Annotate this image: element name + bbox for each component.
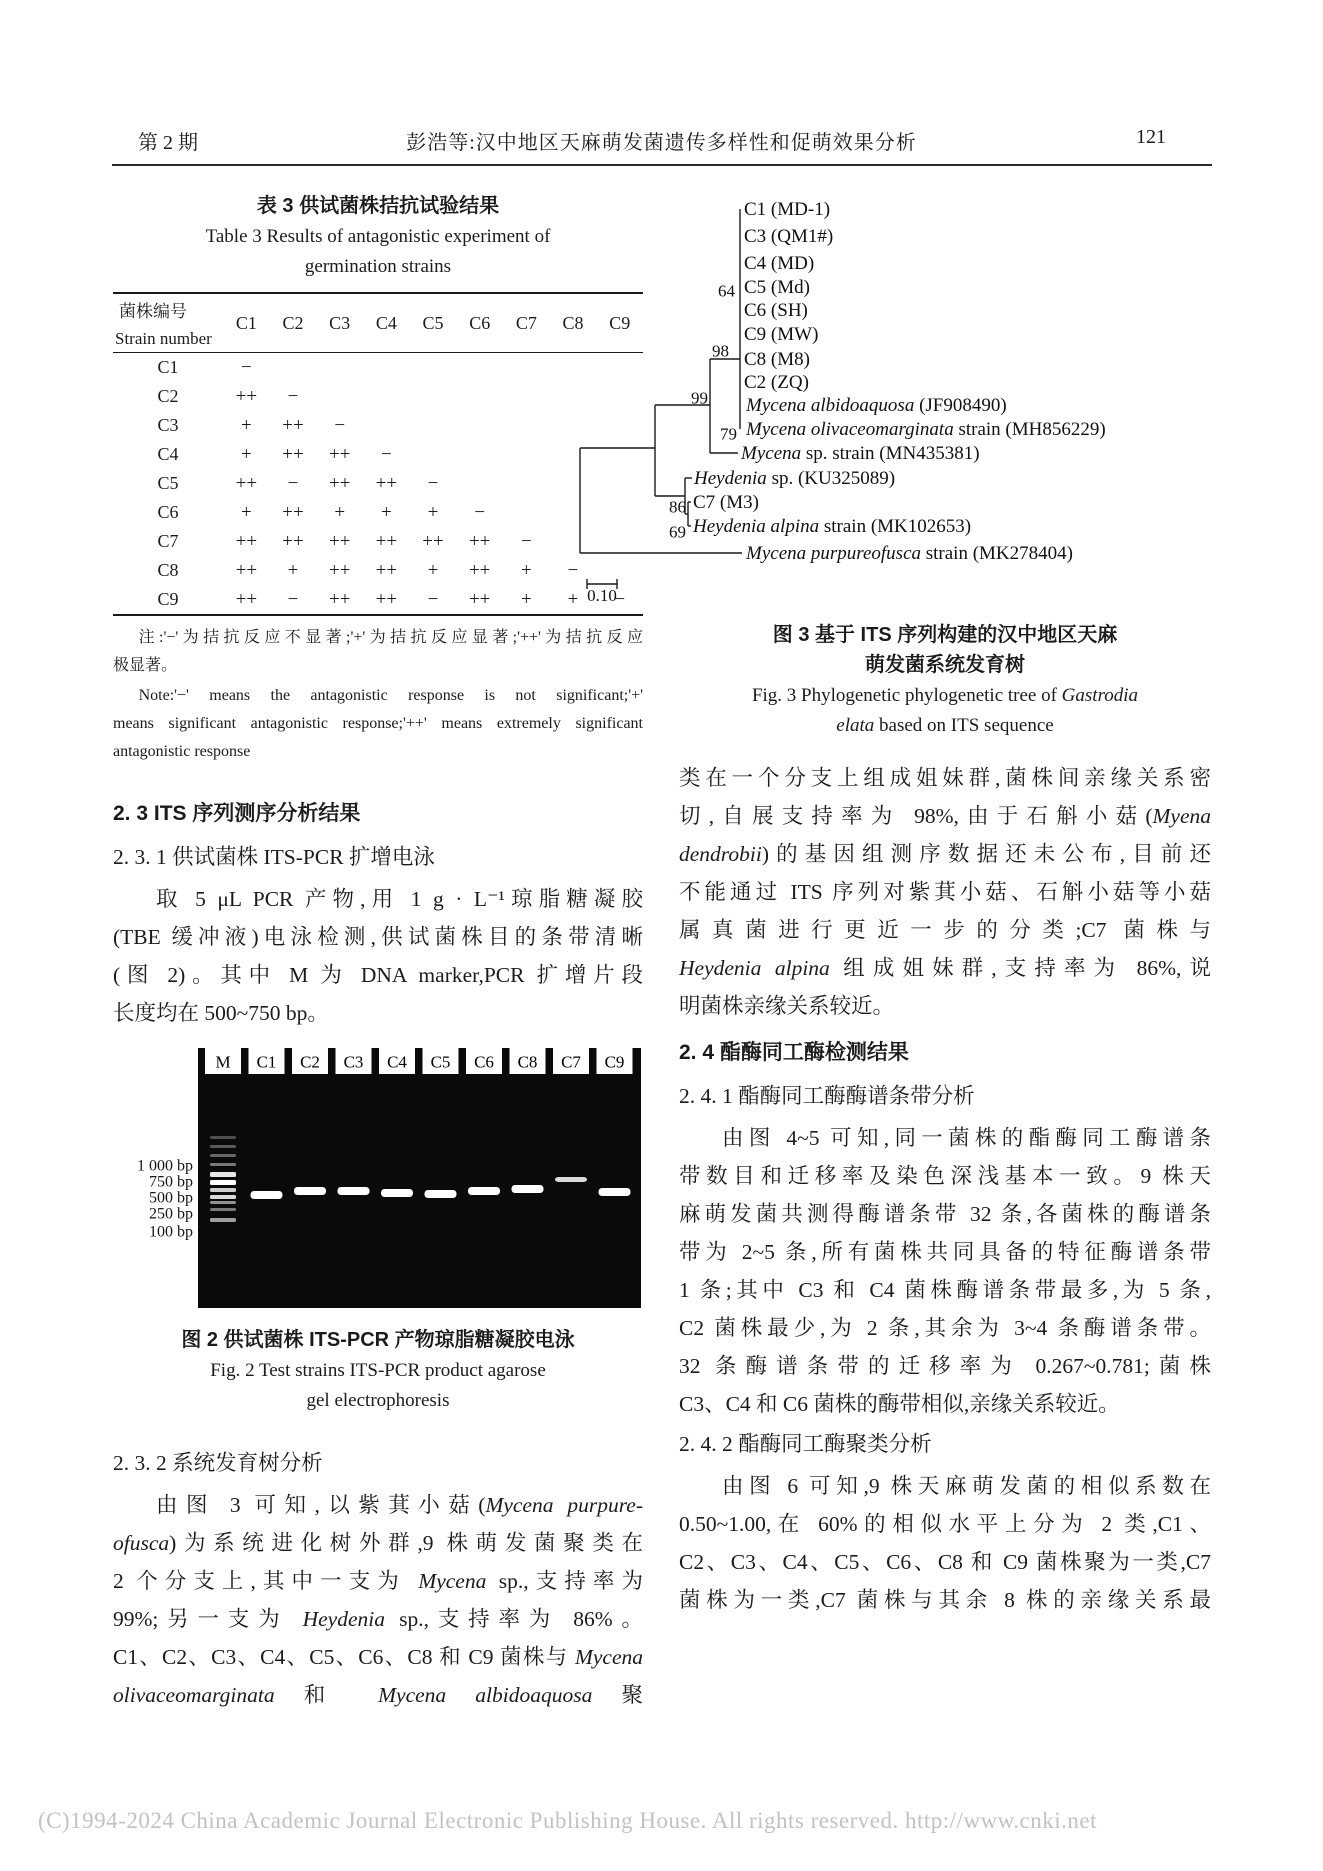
text-line (113, 880, 643, 918)
bootstrap-value: 64 (718, 281, 735, 301)
text-line (113, 1524, 643, 1562)
text-segment: 聚 (592, 1683, 643, 1707)
gel-band (599, 1188, 631, 1196)
marker-band (210, 1188, 236, 1192)
gel-band (294, 1187, 326, 1195)
tree-leaf-label: Heydenia sp. (KU325089) (694, 467, 896, 489)
table-cell: ++ (282, 531, 304, 552)
text-segment: ofusca (113, 1531, 170, 1555)
tree-leaf-label: C4 (MD) (744, 252, 815, 274)
ladder-label: 500 bp (149, 1189, 193, 1207)
table-cell (456, 411, 503, 440)
row-label: C9 (157, 589, 179, 609)
gel-lane-label: C9 (604, 1052, 625, 1072)
text-segment: 注:'−'为拮抗反应不显著;'+'为拮抗反应显著;'++'为拮抗反应 (138, 629, 643, 646)
gel-band (381, 1189, 413, 1197)
tree-leaf-label: Mycena albidoaquosa (JF908490) (746, 394, 1007, 416)
table-cell (456, 440, 503, 469)
marker-band (210, 1201, 236, 1204)
table-cell: − (427, 473, 439, 494)
text-segment: 由图 3 可知,以紫萁小菇( (156, 1493, 486, 1517)
text-line (113, 1676, 643, 1714)
table-cell: ++ (375, 531, 398, 552)
text-line (679, 1543, 1211, 1581)
text-segment: 和 (274, 1683, 379, 1707)
bootstrap-value: 79 (720, 424, 737, 444)
table-cell: ++ (328, 531, 351, 552)
text-line (113, 994, 643, 1032)
table-cell: − (474, 502, 486, 523)
row-label: C1 (157, 357, 179, 377)
text-line (113, 956, 643, 994)
table-cell: + (427, 502, 439, 523)
table-cell: ++ (328, 560, 351, 581)
text-segment: 组成姐妹群,支持率为 86%,说 (829, 956, 1212, 980)
section-2-3-2-heading: 2. 3. 2 系统发育树分析 (113, 1451, 323, 1475)
gel-band (512, 1185, 544, 1193)
gel-lane-label: C1 (256, 1052, 277, 1072)
table-cell: ++ (235, 473, 258, 494)
row-label: C4 (157, 444, 179, 464)
text-line (679, 835, 1211, 873)
table-cell: − (334, 415, 346, 436)
marker-band (210, 1136, 236, 1139)
gel-band (555, 1177, 587, 1182)
gel-lane-label: M (215, 1052, 231, 1072)
table-cell (456, 382, 503, 411)
table3-corner-cn: 菌株编号 (119, 302, 187, 321)
tree-leaf-label: C5 (Md) (744, 276, 810, 298)
text-line (113, 652, 643, 680)
table-cell (410, 411, 457, 440)
text-segment: means significant antagonistic response;'++' means extremely significant (113, 715, 643, 732)
text-segment: 取 5 μL PCR 产物,用 1 g · L⁻¹琼脂糖凝胶 (156, 887, 643, 911)
tree-leaf-label: Mycena purpureofusca strain (MK278404) (746, 542, 1073, 564)
table-cell: − (521, 531, 532, 552)
table-cell: ++ (422, 531, 444, 552)
table3-column-header: C5 (422, 313, 444, 333)
text-line (679, 949, 1211, 987)
text-segment: elata (836, 715, 875, 736)
copyright-text: (C)1994-2024 China Academic Journal Electronic Publishing House. All rights reserved. http://www.cnki.net (38, 1808, 1097, 1833)
table3-corner-en: Strain number (115, 329, 212, 348)
section-2-4-2-heading: 2. 4. 2 酯酶同工酶聚类分析 (679, 1432, 932, 1456)
text-segment: 极显著。 (113, 657, 178, 674)
text-line (679, 1309, 1211, 1347)
table-cell: ++ (468, 589, 491, 610)
text-segment: Mycena albidoaquosa (378, 1683, 593, 1707)
table-cell: + (334, 502, 346, 523)
table3-column-header: C8 (562, 313, 584, 333)
text-line (679, 1157, 1211, 1195)
tree-leaf-label: C1 (MD-1) (744, 198, 831, 220)
table3-title-en-line1: Table 3 Results of antagonistic experiment of (205, 226, 551, 247)
text-segment: 麻萌发菌共测得酶谱条带 32 条,各菌株的酶谱条 (679, 1202, 1211, 1226)
para-2-4-1 (679, 1119, 1211, 1423)
table-cell (503, 440, 550, 469)
ladder-label: 250 bp (149, 1205, 193, 1223)
table-cell: + (240, 415, 252, 436)
gel-lane-label: C8 (517, 1052, 538, 1072)
section-2-3-1-heading: 2. 3. 1 供试菌株 ITS-PCR 扩增电泳 (113, 845, 435, 869)
table-cell (316, 353, 363, 382)
text-line (679, 911, 1211, 949)
issue-label: 第 2 期 (138, 132, 198, 154)
text-segment: 0.50~1.00,在 60%的相似水平上分为 2 类,C1、 (679, 1512, 1211, 1536)
table-cell: + (287, 560, 299, 581)
marker-band (210, 1195, 236, 1199)
text-line (113, 1486, 643, 1524)
table-cell (503, 411, 550, 440)
running-title: 彭浩等:汉中地区天麻萌发菌遗传多样性和促萌效果分析 (406, 132, 917, 154)
text-line (679, 797, 1211, 835)
text-segment: 带数目和迁移率及染色深浅基本一致。9 株天 (679, 1164, 1211, 1188)
table3-title-cn: 表 3 供试菌株拮抗试验结果 (256, 195, 500, 217)
marker-band (210, 1208, 236, 1211)
table-cell (456, 353, 503, 382)
table-cell (410, 440, 457, 469)
table-cell: ++ (375, 473, 398, 494)
gel-lane-label: C5 (430, 1052, 451, 1072)
text-line (679, 1119, 1211, 1157)
gel-band (251, 1191, 283, 1199)
bootstrap-value: 86 (669, 497, 686, 517)
table-cell: − (380, 444, 392, 465)
para-2-3-1 (113, 880, 643, 1032)
text-line (113, 918, 643, 956)
tree-leaf-label: Heydenia alpina strain (MK102653) (693, 515, 972, 537)
row-label: C8 (157, 560, 179, 580)
marker-band (210, 1218, 236, 1222)
figure3-caption-en-line1 (679, 681, 1211, 711)
table-cell (503, 353, 550, 382)
table3-note-en (113, 682, 643, 766)
text-segment: C1、C2、C3、C4、C5、C6、C8 和 C9 菌株与 (113, 1645, 575, 1669)
gel-lane-label: C6 (474, 1052, 494, 1072)
table-cell: ++ (235, 386, 258, 407)
text-segment: Note:'−' means the antagonistic response is not significant;'+' (138, 687, 643, 704)
text-segment: 99%;另一支为 (113, 1607, 303, 1631)
table3-column-header: C2 (282, 313, 304, 333)
text-line (113, 710, 643, 738)
table-cell: ++ (235, 531, 258, 552)
text-segment: 带为 2~5 条,所有菌株共同具备的特征酶谱条带 (679, 1240, 1211, 1264)
table-cell (410, 353, 457, 382)
table-cell: ++ (375, 589, 398, 610)
table-cell: + (521, 589, 532, 610)
gel-lane-label: C4 (387, 1052, 407, 1072)
table-cell (410, 382, 457, 411)
table-cell (363, 382, 410, 411)
table-cell (456, 469, 503, 498)
para-2-3-2 (113, 1486, 643, 1714)
table-cell: ++ (468, 560, 491, 581)
text-segment: Gastrodia (1061, 685, 1139, 706)
table3-title-en-line2: germination strains (304, 256, 452, 277)
table-cell: − (567, 560, 579, 581)
text-segment: 由图 6 可知,9 株天麻萌发菌的相似系数在 (722, 1474, 1211, 1498)
tree-leaf-label: Mycena olivaceomarginata strain (MH856229) (746, 418, 1106, 440)
table-cell (316, 382, 363, 411)
tree-leaf-label: C7 (M3) (693, 491, 759, 513)
text-segment: (图 2)。其中 M 为 DNA marker,PCR 扩增片段 (113, 963, 643, 987)
row-label: C2 (157, 386, 179, 406)
text-line (679, 873, 1211, 911)
table-cell: + (427, 560, 439, 581)
gel-band (468, 1187, 500, 1195)
table-cell (363, 353, 410, 382)
text-segment: based on ITS sequence (874, 715, 1054, 736)
table-cell: ++ (468, 531, 491, 552)
text-segment: Mycena purpure- (485, 1493, 643, 1517)
row-label: C3 (157, 415, 179, 435)
text-line (679, 1505, 1211, 1543)
text-segment: 1 条;其中 C3 和 C4 菌株酶谱条带最多,为 5 条, (679, 1278, 1211, 1302)
ladder-label: 1 000 bp (137, 1157, 193, 1175)
table-cell: ++ (282, 415, 304, 436)
marker-band (210, 1163, 236, 1166)
table-cell: ++ (328, 444, 351, 465)
gel-lane-label: C2 (300, 1052, 320, 1072)
table-cell: − (614, 589, 626, 610)
text-line (679, 1195, 1211, 1233)
tree-leaf-label: C2 (ZQ) (744, 371, 809, 393)
text-line (679, 1347, 1211, 1385)
table3-column-header: C9 (609, 313, 631, 333)
bootstrap-value: 98 (712, 341, 729, 361)
table-cell: − (427, 589, 439, 610)
table3-column-header: C1 (235, 313, 257, 333)
table-cell: ++ (235, 560, 258, 581)
text-segment: 属真菌进行更近一步的分类;C7 菌株与 (679, 918, 1211, 942)
text-line (113, 1638, 643, 1676)
figure2-caption-en-line2: gel electrophoresis (306, 1390, 450, 1411)
text-segment: 2 个分支上,其中一支为 (113, 1569, 419, 1593)
text-line (113, 738, 643, 766)
marker-band (210, 1145, 236, 1148)
text-segment: Heydenia (302, 1607, 385, 1631)
text-segment: )为系统进化树外群,9 株萌发菌聚类在 (169, 1531, 643, 1555)
text-segment: sp.,支持率为 86%。 (385, 1607, 643, 1631)
table-cell: + (567, 589, 579, 610)
section-2-3-heading: 2. 3 ITS 序列测序分析结果 (113, 802, 361, 825)
text-segment: 由图 4~5 可知,同一菌株的酯酶同工酶谱条 (722, 1126, 1211, 1150)
table-cell: + (240, 502, 252, 523)
table-cell: − (287, 589, 299, 610)
table-cell (270, 353, 317, 382)
text-line (679, 759, 1211, 797)
table-cell: ++ (328, 473, 351, 494)
section-2-4-1-heading: 2. 4. 1 酯酶同工酶酶谱条带分析 (679, 1084, 975, 1108)
text-segment: 32 条酶谱条带的迁移率为 0.267~0.781;菌株 (679, 1354, 1211, 1378)
row-label: C5 (157, 473, 179, 493)
table3-note-cn (113, 624, 643, 680)
table-cell: ++ (282, 502, 304, 523)
tree-leaf-label: C3 (QM1#) (744, 225, 834, 247)
text-segment: 长度均在 500~750 bp。 (113, 1001, 329, 1025)
figure3-caption-en-line2 (679, 711, 1211, 741)
text-line (113, 1600, 643, 1638)
text-line (113, 682, 643, 710)
table3-column-header: C6 (469, 313, 491, 333)
figure3-caption-cn-line1: 图 3 基于 ITS 序列构建的汉中地区天麻 (772, 624, 1118, 646)
table3-column-header: C7 (515, 313, 537, 333)
bootstrap-value: 69 (669, 522, 686, 542)
table-cell: ++ (328, 589, 351, 610)
tree-leaf-label: C8 (M8) (744, 348, 810, 370)
tree-leaf-label: C9 (MW) (744, 323, 819, 345)
text-segment: Mycena (574, 1645, 643, 1669)
section-2-4-heading: 2. 4 酯酶同工酶检测结果 (679, 1041, 909, 1064)
text-segment: 不能通过 ITS 序列对紫萁小菇、石斛小菇等小菇 (679, 880, 1211, 904)
text-segment: sp.,支持率为 (486, 1569, 643, 1593)
table3-column-header: C4 (375, 313, 397, 333)
text-segment: Mycena (418, 1569, 487, 1593)
row-label: C7 (157, 531, 179, 551)
gel-band (425, 1190, 457, 1198)
text-segment: )的基因组测序数据还未公布,目前还 (761, 842, 1211, 866)
para-after-fig3 (679, 759, 1211, 1025)
row-label: C6 (157, 502, 179, 522)
bootstrap-value: 99 (691, 388, 708, 408)
table-cell: ++ (282, 444, 304, 465)
page-number: 121 (1136, 126, 1166, 148)
text-segment: dendrobii (679, 842, 762, 866)
ladder-label: 750 bp (149, 1173, 193, 1191)
text-segment: Myena (1152, 804, 1211, 828)
text-line (679, 1271, 1211, 1309)
table-cell: + (240, 444, 252, 465)
table-cell: − (287, 386, 299, 407)
scale-label: 0.10 (587, 586, 617, 605)
text-segment: C2、C3、C4、C5、C6、C8 和 C9 菌株聚为一类,C7 (679, 1550, 1211, 1574)
right-column (587, 182, 1212, 1619)
figure2-gel-image (113, 1048, 643, 1310)
figure2-caption-en-line1: Fig. 2 Test strains ITS-PCR product agarose (210, 1360, 546, 1381)
text-segment: 类在一个分支上组成姐妹群,菌株间亲缘关系密 (679, 766, 1211, 790)
text-line (113, 1562, 643, 1600)
table-cell: ++ (235, 589, 258, 610)
table-cell: + (380, 502, 392, 523)
text-segment: antagonistic response (113, 743, 251, 760)
table3-column-header: C3 (329, 313, 351, 333)
text-segment: Fig. 3 Phylogenetic phylogenetic tree of (751, 685, 1062, 706)
table-cell: − (287, 473, 299, 494)
text-segment: 菌株为一类,C7 菌株与其余 8 株的亲缘关系最 (679, 1588, 1211, 1612)
text-segment: Heydenia alpina (679, 956, 830, 980)
text-line (679, 1581, 1211, 1619)
ladder-label: 100 bp (149, 1223, 193, 1241)
text-segment: C3、C4 和 C6 菌株的酶带相似,亲缘关系较近。 (679, 1392, 1120, 1416)
text-segment: C2 菌株最少,为 2 条,其余为 3~4 条酶谱条带。 (679, 1316, 1211, 1340)
figure3-caption-cn-line2: 萌发菌系统发育树 (865, 654, 1025, 676)
marker-band (210, 1172, 236, 1177)
gel-lane-label: C7 (561, 1052, 581, 1072)
marker-band (210, 1154, 236, 1157)
table-cell: + (521, 560, 532, 581)
tree-leaf-label: Mycena sp. strain (MN435381) (741, 442, 980, 464)
tree-leaf-label: C6 (SH) (744, 299, 808, 321)
text-segment: 切,自展支持率为 98%,由于石斛小菇( (679, 804, 1153, 828)
text-line (679, 1233, 1211, 1271)
table-cell (503, 498, 550, 527)
text-line (679, 1467, 1211, 1505)
text-line (113, 624, 643, 652)
figure2-caption-cn: 图 2 供试菌株 ITS-PCR 产物琼脂糖凝胶电泳 (181, 1329, 575, 1351)
table-cell (503, 382, 550, 411)
marker-band (210, 1180, 236, 1185)
gel-lane-label: C3 (343, 1052, 364, 1072)
text-segment: olivaceomarginata (113, 1683, 275, 1707)
table-cell: ++ (375, 560, 398, 581)
text-line (679, 987, 1211, 1025)
text-segment: (TBE 缓冲液)电泳检测,供试菌株目的条带清晰 (113, 925, 643, 949)
para-2-4-2 (679, 1467, 1211, 1619)
text-line (679, 1385, 1211, 1423)
table-cell (363, 411, 410, 440)
header-rule (112, 164, 1212, 166)
text-segment: 明菌株亲缘关系较近。 (679, 994, 895, 1018)
table-cell: − (240, 357, 252, 378)
table-cell (503, 469, 550, 498)
figure3-phylogenetic-tree (560, 194, 1200, 609)
gel-band (338, 1187, 370, 1195)
